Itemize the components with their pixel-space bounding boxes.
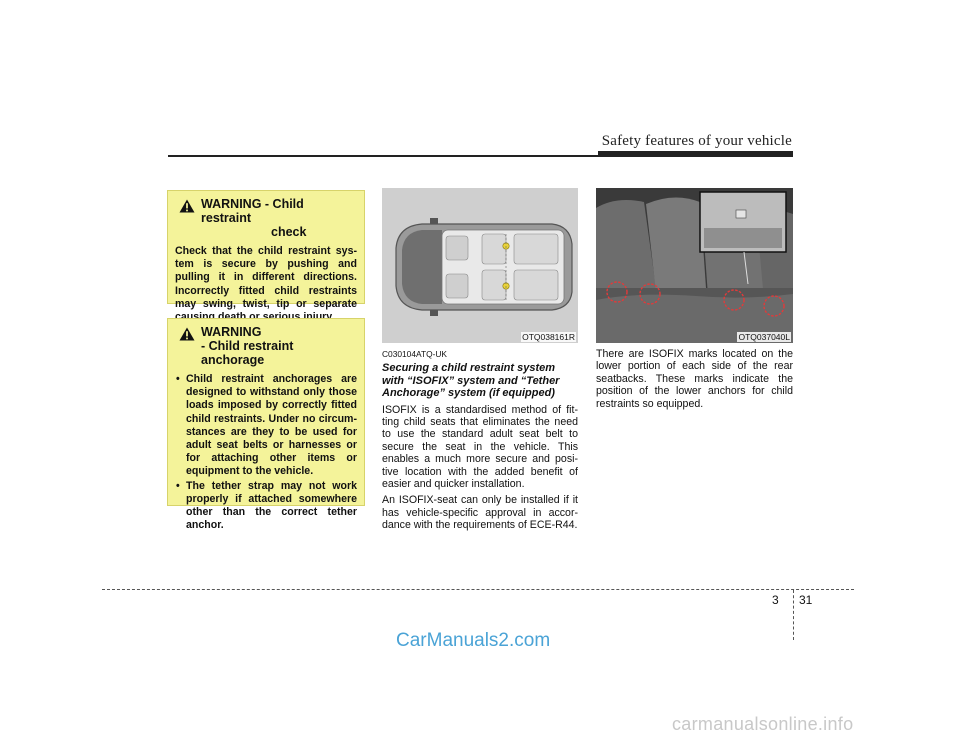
- warning-box-child-restraint-check: [167, 190, 365, 310]
- warning-list: [175, 373, 357, 532]
- warning-body: Check that the child restraint sys-tem is secure by pushing and pulling it in different directions. Incorrectly fitted child restraints may swing, twist, tip or separate: [175, 245, 357, 310]
- paragraph: There are ISOFIX marks located on the lower portion of each side of the rear seatbacks. These marks indicate the position of the lower anchors for child restraints so equipped.: [596, 348, 793, 410]
- warning-list-item: • Child restraint anchorages are designed to withstand only those loads imposed by correctly fitted child restraints. Under no circum-stances are they to be used for adult seat belts or harnesses or for attaching other items or equipment to the vehicle.: [175, 373, 357, 479]
- vehicle-top-view-illustration: [382, 188, 578, 343]
- section-reference-code: C030104ATQ-UK: [382, 349, 448, 359]
- footer-divider: [793, 590, 794, 640]
- warning-list-item: • The tether strap may not work properly if attached somewhere other than the correct tether anchor.: [175, 480, 357, 533]
- warning-box-child-restraint-anchorage: [167, 318, 365, 532]
- paragraph: ISOFIX is a standardised method of fit-ting child seats that eliminates the need to use the standard adult seat belt to secure the seat in the vehicle. This enables a much more secure and posi-tive location with the added benefit of easier and quicker installation.: [382, 403, 578, 491]
- warning-title: - Child restraint anchorage: [201, 339, 294, 367]
- isofix-marks-section: [596, 348, 793, 414]
- page-number: 31: [799, 593, 813, 607]
- warning-label: WARNING: [201, 197, 262, 211]
- warning-title-cont: check: [271, 225, 307, 239]
- chapter-number: 3: [772, 593, 779, 607]
- vehicle-top-view-figure: [382, 188, 578, 343]
- warning-heading: [175, 325, 357, 367]
- rear-seat-photo-illustration: [596, 188, 793, 343]
- warning-label: WARNING: [201, 325, 262, 339]
- watermark-carmanuals[interactable]: CarManuals2.com: [396, 630, 551, 651]
- warning-triangle-icon: [179, 199, 195, 213]
- header-rule: [168, 155, 793, 157]
- figure-code: OTQ037040L: [738, 332, 790, 342]
- figure-code: OTQ038161R: [522, 332, 575, 342]
- isofix-section: [382, 348, 578, 536]
- section-title: Securing a child restraint system with “ISOFIX” system and “Tether Anchorage” system (if equipped): [382, 362, 560, 400]
- rear-seat-isofix-figure: [596, 188, 793, 343]
- warning-triangle-icon: [179, 327, 195, 341]
- paragraph: An ISOFIX-seat can only be installed if it has vehicle-specific approval in accor-dance with the requirements of ECE-R44.: [382, 494, 578, 532]
- footer-rule: [102, 589, 854, 590]
- watermark-carmanualsonline: carmanualsonline.info: [672, 714, 854, 734]
- warning-title: - Child restraint: [201, 197, 304, 225]
- warning-heading: [175, 197, 357, 239]
- section-header-title: Safety features of your vehicle: [601, 133, 792, 149]
